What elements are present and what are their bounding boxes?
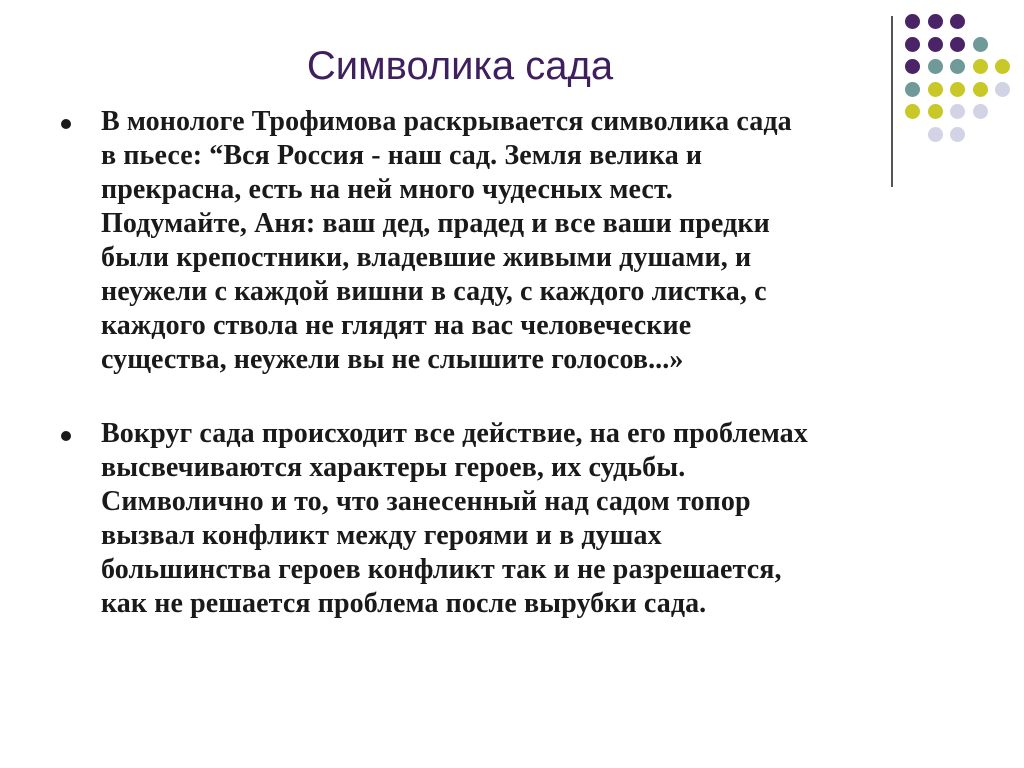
decor-dot-purple (950, 37, 965, 52)
bullet-text: В монологе Трофимова раскрывается символика сада в пьесе: “Вся Россия - наш сад. Земля велика и прекрасна, есть на ней много чудесных мест. Подумайте, Аня: ваш дед, прадед и все ваши предки были крепостники, владевшие живыми душами, и неужели с каждой вишни в саду, с каждого листка, с каждого ствола не глядят на вас человеческие существа, неужели вы не слышите голосов...» (101, 106, 792, 375)
decor-dot-olive (973, 59, 988, 74)
decor-dot-lavender (995, 82, 1010, 97)
bullet-dot-icon (61, 119, 71, 129)
decor-dot-olive (928, 82, 943, 97)
decor-dot-lavender (973, 104, 988, 119)
decor-dot-olive (950, 82, 965, 97)
bullet-text: Вокруг сада происходит все действие, на его проблемах высвечиваются характеры героев, их судьбы. Символично и то, что занесенный над садом топор вызвал конфликт между героями и в душах большинства героев конфликт так и не разрешается, как не решается проблема после вырубки сада. (101, 418, 808, 619)
bullet-item-2 (54, 417, 974, 621)
decor-dot-purple (928, 14, 943, 29)
decor-dot-teal (928, 59, 943, 74)
decor-dot-purple (905, 59, 920, 74)
decor-dot-teal (950, 59, 965, 74)
decor-dot-olive (973, 82, 988, 97)
bullet-dot-icon (61, 431, 71, 441)
decor-dot-purple (905, 14, 920, 29)
decor-dot-teal (905, 82, 920, 97)
decor-dot-olive (995, 59, 1010, 74)
decor-dot-teal (973, 37, 988, 52)
decor-dot-purple (905, 37, 920, 52)
bullet-item-1 (54, 105, 974, 377)
decor-dot-purple (928, 37, 943, 52)
decor-dot-purple (950, 14, 965, 29)
slide-body (54, 105, 974, 621)
slide-title: Символика сада (306, 44, 614, 88)
